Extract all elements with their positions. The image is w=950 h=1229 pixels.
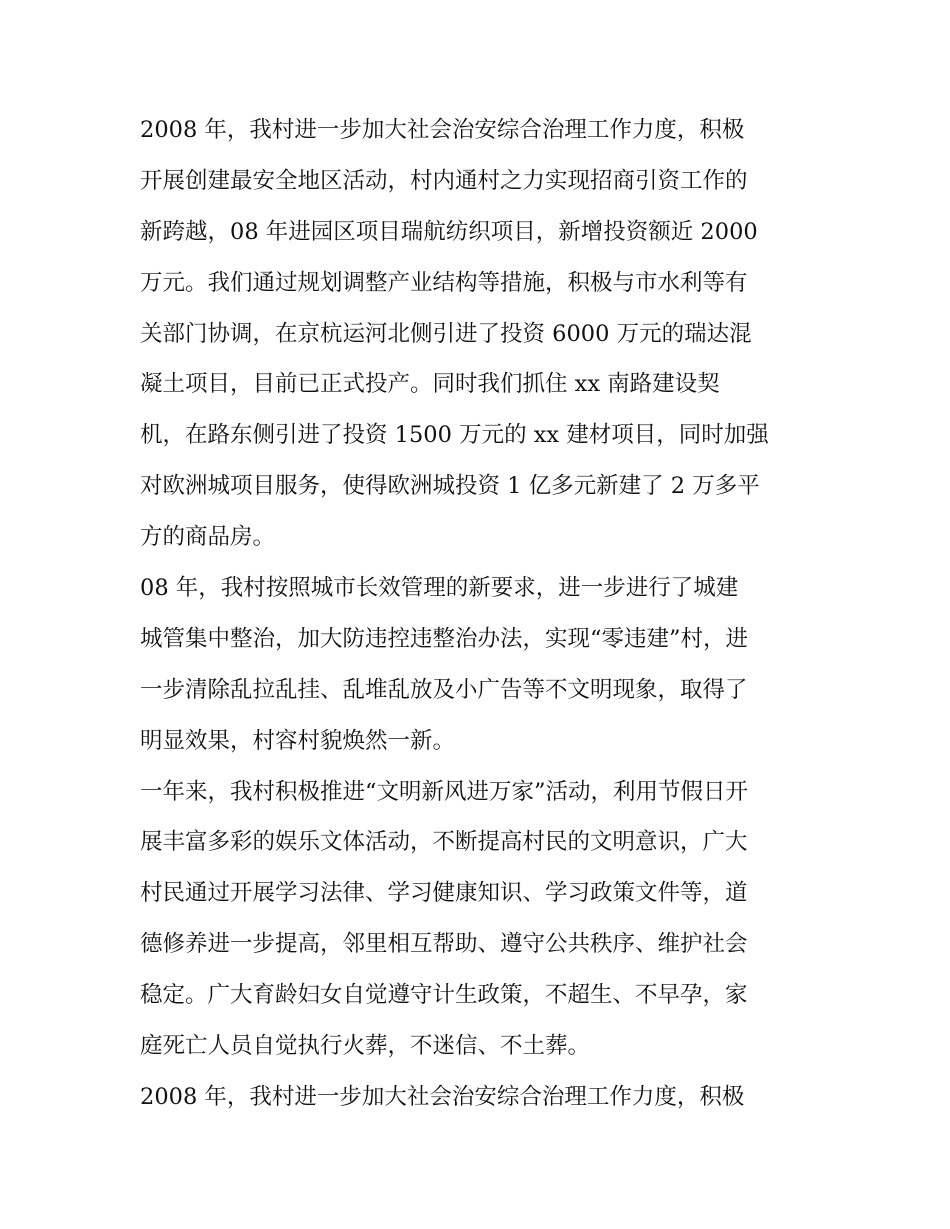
text-line: 德修养进一步提高，邻里相互帮助、遵守公共秩序、维护社会 [140,931,748,958]
text-line: 展丰富多彩的娱乐文体活动，不断提高村民的文明意识，广大 [140,829,748,856]
text-line: 机，在路东侧引进了投资 1500 万元的 xx 建材项目，同时加强 [140,422,769,449]
text-line: 方的商品房。 [140,524,276,551]
paragraph-2 [140,563,820,767]
paragraph-1 [140,105,820,563]
text-line: 庭死亡人员自觉执行火葬，不迷信、不土葬。 [140,1033,591,1060]
paragraph-4 [140,1072,820,1123]
text-line: 2008 年，我村进一步加大社会治安综合治理工作力度，积极 [140,1083,745,1110]
text-line: 关部门协调，在京杭运河北侧引进了投资 6000 万元的瑞达混 [140,320,752,347]
text-line: 2008 年，我村进一步加大社会治安综合治理工作力度，积极 [140,117,745,143]
text-line: 开展创建最安全地区活动，村内通村之力实现招商引资工作的 [140,167,748,194]
document-body [140,105,820,1123]
text-line: 明显效果，村容村貌焕然一新。 [140,727,456,754]
text-line: 对欧洲城项目服务，使得欧洲城投资 1 亿多元新建了 2 万多平 [140,473,760,500]
text-line: 08 年，我村按照城市长效管理的新要求，进一步进行了城建 [140,575,739,602]
text-line: 凝土项目，目前已正式投产。同时我们抓住 xx 南路建设契 [140,371,720,398]
text-line: 村民通过开展学习法律、学习健康知识、学习政策文件等，道 [140,880,748,907]
text-line: 稳定。广大育龄妇女自觉遵守计生政策，不超生、不早孕，家 [140,982,748,1009]
paragraph-3 [140,767,820,1072]
text-line: 新跨越，08 年进园区项目瑞航纺织项目，新增投资额近 2000 [140,218,758,245]
text-line: 一年来，我村积极推进“文明新风进万家”活动，利用节假日开 [140,778,749,805]
text-line: 万元。我们通过规划调整产业结构等措施，积极与市水利等有 [140,269,748,296]
text-line: 一步清除乱拉乱挂、乱堆乱放及小广告等不文明现象，取得了 [140,676,748,703]
text-line: 城管集中整治，加大防违控违整治办法，实现“零违建”村，进 [140,625,749,652]
